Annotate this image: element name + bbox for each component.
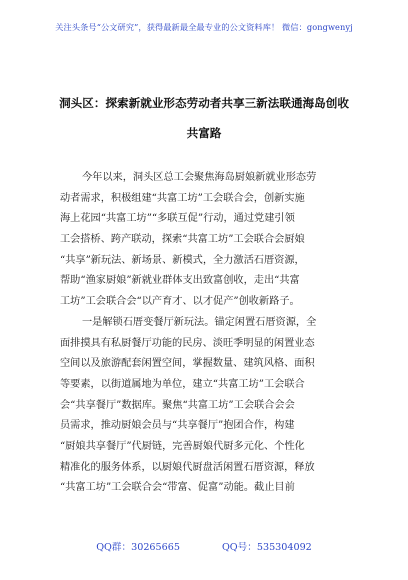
footer-qq-group: QQ群：30265665 [96,542,180,553]
text-line: 会“共享餐厅”数据库。聚焦“共富工坊”工会联合会会 [60,399,295,411]
text-line: “共富工坊”工会联合会“带富、促富”动能。截止目前 [60,482,295,494]
document-title-continued: 共富路 [186,126,222,140]
text-line: 空间以及旅游配套闲置空间，掌握数量、建筑风格、面积 [60,358,315,370]
document-title: 洞头区：探索新就业形态劳动者共享三新法联通海岛创收 [59,96,349,110]
text-line: “共享”新玩法、新场景、新模式，全力激活石厝资源， [60,254,305,266]
text-line: 帮助“渔家厨娘”新就业群体支出致富创收，走出“共富 [60,275,300,287]
text-line: 动者需求，积极组建“共富工坊”工会联合会，创新实施 [60,192,305,204]
text-line: 一是解锁石厝变餐厅新玩法。锚定闲置石厝资源，全 [82,316,317,328]
text-line: 工会搭桥、跨产联动，探索“共富工坊”工会联合会厨娘 [60,234,305,246]
footer-qq-number: QQ号：535304092 [221,542,312,553]
header-banner: 关注头条号“公文研究”，获得最新最全最专业的公文资料库！ 微信：gongwenyj [55,22,353,32]
text-line: 精准化的服务体系，以厨娘代厨盘活闲置石厝资源，释放 [60,461,315,473]
text-line: 今年以来，洞头区总工会聚焦海岛厨娘新就业形态劳 [82,172,317,183]
text-line: “厨娘共享餐厅”代厨链，完善厨娘代厨多元化、个性化 [60,440,305,452]
document-body [60,168,350,499]
text-line: 等要素，以街道属地为单位，建立“共富工坊”工会联合 [60,378,305,390]
footer-contacts [0,539,408,553]
text-line: 面排摸具有私厨餐厅功能的民房、淡旺季明显的闲置业态 [60,337,315,349]
text-line: 员需求，推动厨娘会员与“共享餐厅”抱团合作，构建 [60,420,295,432]
text-line: 海上花园“共富工坊”“多联互促”行动，通过党建引领 [60,213,295,225]
text-line: 工坊”工会联合会“以产育才、以才促产”创收新路子。 [60,296,300,308]
